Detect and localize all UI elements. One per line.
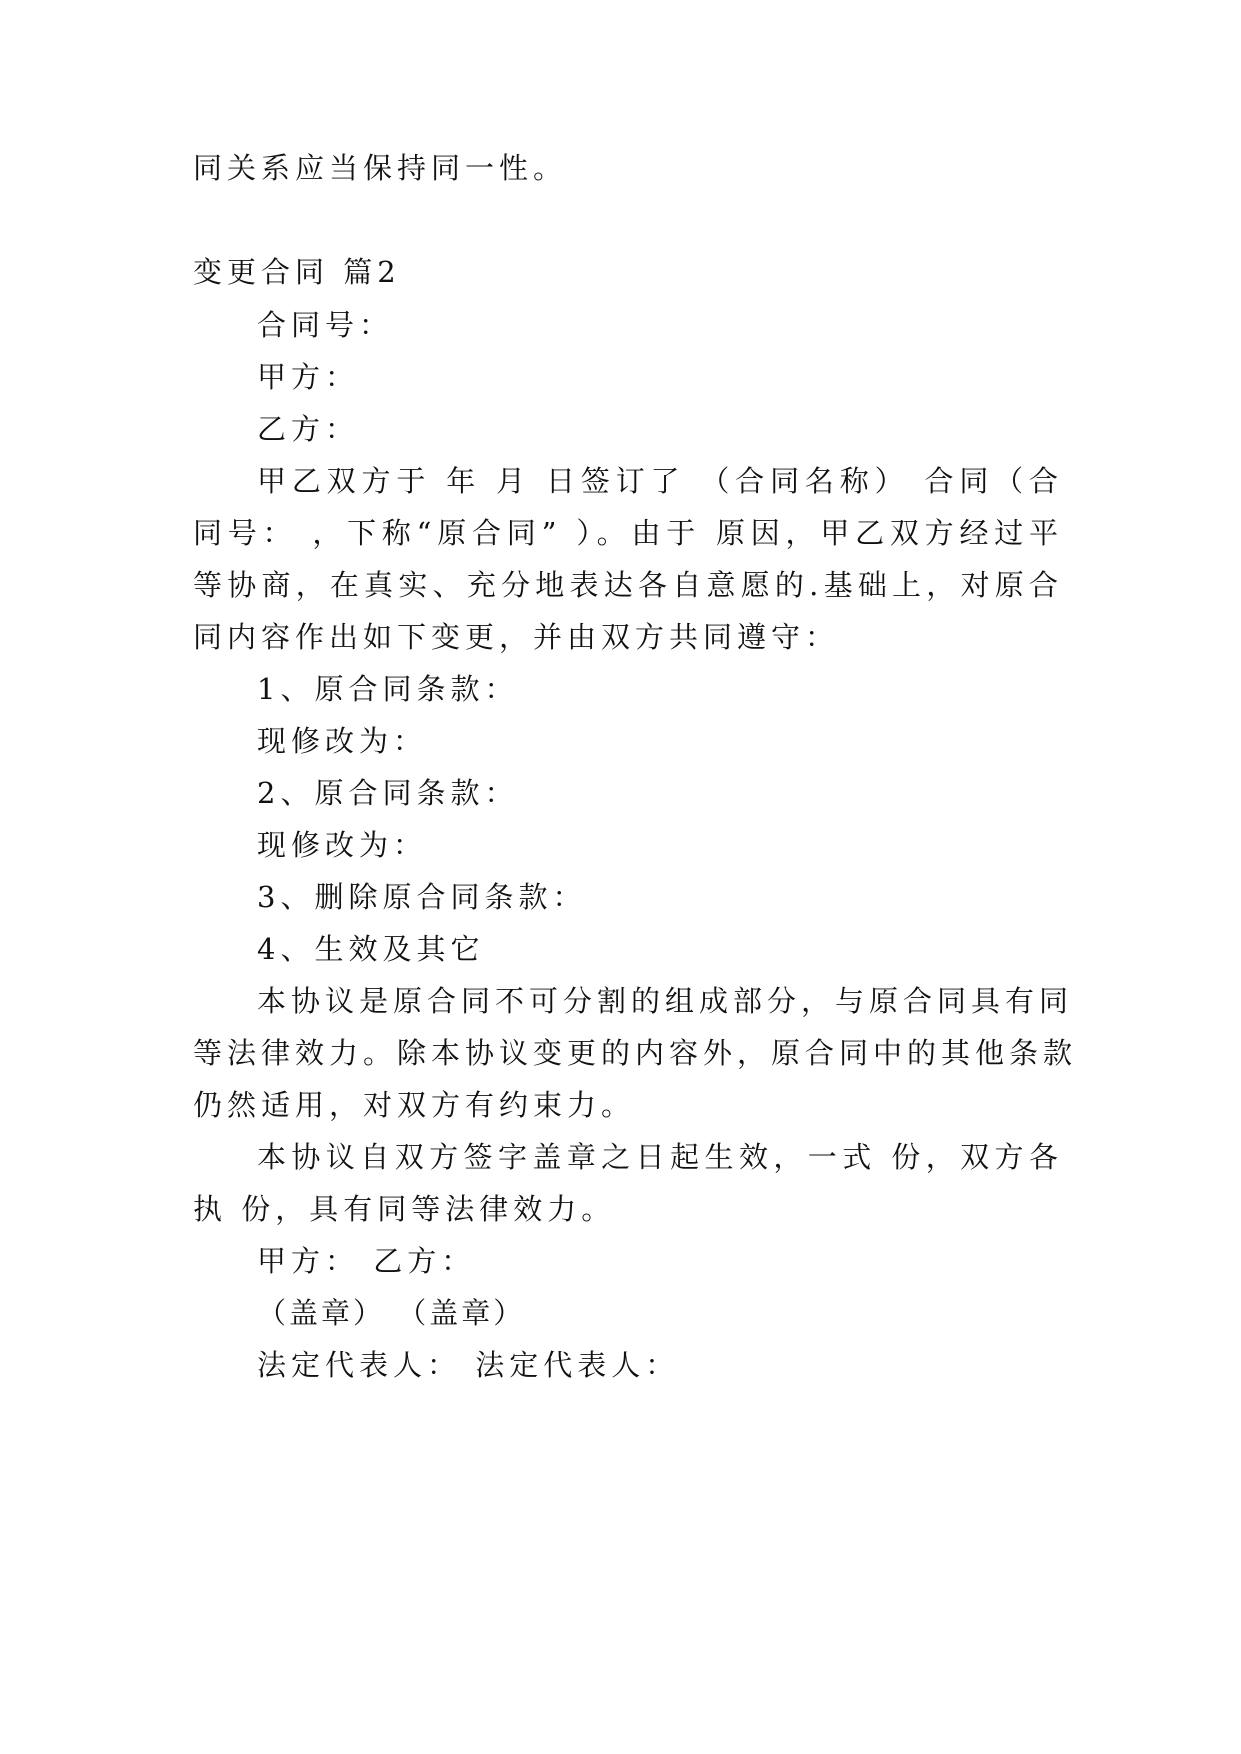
- clause-1-modified: 现修改为：: [257, 724, 428, 758]
- party-a-label: 甲方：: [257, 360, 360, 394]
- contract-number-label: 合同号：: [257, 308, 394, 342]
- section-heading: 变更合同 篇2: [193, 255, 401, 289]
- effect-paragraph-line-3: 仍然适用，对双方有约束力。: [193, 1088, 636, 1122]
- paragraph-line-continuation: 同关系应当保持同一性。: [193, 151, 568, 185]
- signature-parties: 甲方： 乙方：: [257, 1244, 476, 1278]
- intro-paragraph-line-4: 同内容作出如下变更，并由双方共同遵守：: [193, 620, 840, 654]
- intro-paragraph-line-1: 甲乙双方于 年 月 日签订了 （合同名称） 合同（合: [257, 464, 1063, 498]
- clause-1-original: 1、原合同条款：: [257, 672, 519, 706]
- clause-2-modified: 现修改为：: [257, 828, 428, 862]
- signing-paragraph-line-2: 执 份，具有同等法律效力。: [193, 1192, 616, 1226]
- party-b-label: 乙方：: [257, 412, 360, 446]
- signature-seals: （盖章） （盖章）: [257, 1296, 526, 1330]
- clause-2-original: 2、原合同条款：: [257, 776, 519, 810]
- signing-paragraph-line-1: 本协议自双方签字盖章之日起生效，一式 份，双方各: [257, 1140, 1063, 1174]
- signature-representatives: 法定代表人： 法定代表人：: [257, 1348, 680, 1382]
- intro-paragraph-line-2: 同号： ，下称“原合同” ）。由于 原因，甲乙双方经过平: [193, 516, 1063, 550]
- clause-4-effect: 4、生效及其它: [257, 932, 485, 966]
- effect-paragraph-line-1: 本协议是原合同不可分割的组成部分，与原合同具有同: [257, 984, 1074, 1018]
- clause-3-delete: 3、删除原合同条款：: [257, 880, 587, 914]
- intro-paragraph-line-3: 等协商，在真实、充分地表达各自意愿的.基础上，对原合: [193, 568, 1063, 602]
- effect-paragraph-line-2: 等法律效力。除本协议变更的内容外，原合同中的其他条款: [193, 1036, 1078, 1070]
